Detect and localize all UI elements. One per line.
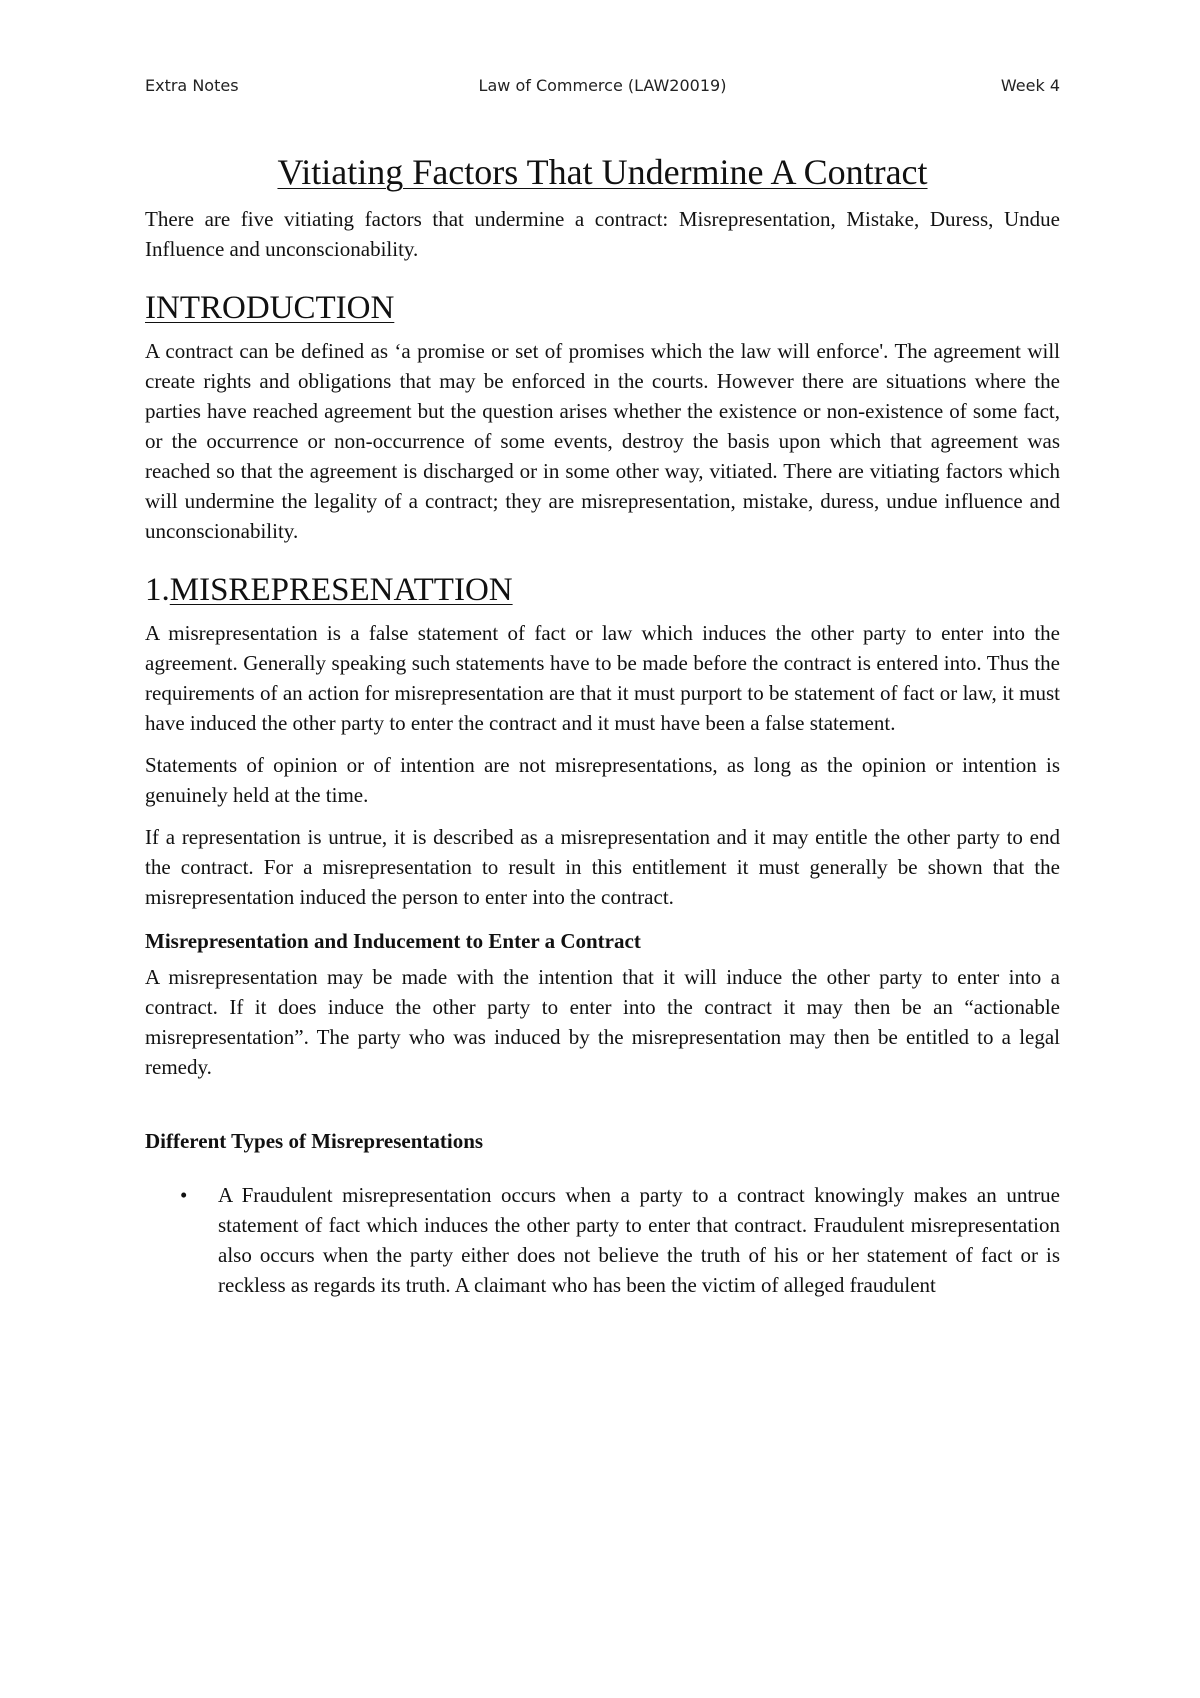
header-course-title: Law of Commerce (LAW20019): [478, 76, 727, 95]
section-1-paragraph: If a representation is untrue, it is described as a misrepresentation and it may entitle the other party to end the contract. For a misrepresentation to result in this entitlement it must generally be shown that the misrepresentation induced the person to enter into the contract.: [145, 825, 1060, 909]
types-bullet-list: [145, 1180, 1060, 1300]
bullet-icon: •: [180, 1183, 188, 1207]
intro-paragraph: There are five vitiating factors that undermine a contract: Misrepresentation, Mistake, Duress, Undue Influence and unconscionability.: [145, 207, 1060, 261]
header-left-text: Extra Notes: [145, 76, 239, 95]
document-body: [145, 150, 1060, 1300]
types-subheading: Different Types of Misrepresentations: [145, 1129, 484, 1153]
inducement-subheading: Misrepresentation and Inducement to Enter a Contract: [145, 929, 641, 953]
introduction-heading: [145, 288, 1060, 328]
section-1-paragraph: Statements of opinion or of intention are not misrepresentations, as long as the opinion or intention is genuinely held at the time.: [145, 753, 1060, 807]
section-1-heading-text: MISREPRESENATTION: [169, 572, 513, 608]
page-header: [145, 76, 1060, 100]
section-1-heading: [145, 570, 1060, 610]
section-1-number: 1.: [145, 572, 170, 608]
introduction-heading-text: INTRODUCTION: [145, 290, 395, 326]
introduction-body: A contract can be defined as ‘a promise or set of promises which the law will enforce'. The agreement will create rights and obligations that may be enforced in the courts. However there are situations where the parties have reached agreement but the question arises whether the existence or non-existence of some fact, or the occurrence or non-occurrence of some events, destroy the basis upon which that agreement was reached so that the agreement is discharged or in some other way, vitiated. There are vitiating factors which will undermine the legality of a contract; they are misrepresentation, mistake, duress, undue influence and unconscionability.: [145, 339, 1060, 543]
list-item-text: A Fraudulent misrepresentation occurs when a party to a contract knowingly makes an untrue statement of fact which induces the other party to enter that contract. Fraudulent misrepresentation also occurs when the party either does not believe the truth of his or her statement of fact or is reckless as regards its truth. A claimant who has been the victim of alleged fraudulent: [218, 1183, 1060, 1297]
section-1-paragraph: A misrepresentation is a false statement of fact or law which induces the other party to enter into the agreement. Generally speaking such statements have to be made before the contract is entered into. Thus the requirements of an action for misrepresentation are that it must purport to be statement of fact or law, it must have induced the other party to enter the contract and it must have been a false statement.: [145, 621, 1060, 735]
document-title: Vitiating Factors That Undermine A Contract: [277, 152, 928, 192]
header-week-label: Week 4: [1000, 76, 1060, 95]
list-item: [145, 1180, 1060, 1300]
inducement-body: A misrepresentation may be made with the intention that it will induce the other party to enter into a contract. If it does induce the other party to enter into the contract it may then be an “actionable misrepresentation”. The party who was induced by the misrepresentation may then be entitled to a legal remedy.: [145, 965, 1060, 1079]
